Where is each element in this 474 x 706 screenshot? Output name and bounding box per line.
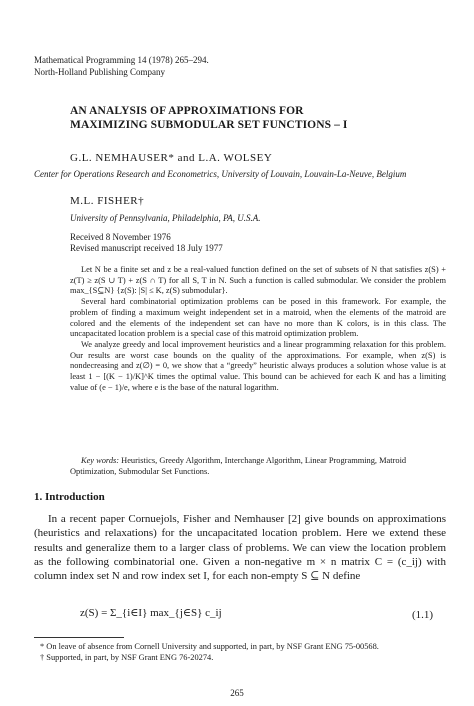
abstract-paragraph-1: Let N be a finite set and z be a real-valued function defined on the set of subsets of N that satisfies z(S) + z(T) ≥ z(S ∪ T) + z(S ∩ T) for all S, T in N. Such a function is called submodular. We consider the problem max_{S⊆N} {z(S): |S| ≤ K, z(S) submodular}. (70, 265, 446, 296)
publisher: North-Holland Publishing Company (34, 67, 165, 77)
author-affiliation-2: University of Pennsylvania, Philadelphia, PA, U.S.A. (70, 213, 261, 223)
equation-number: (1.1) (412, 609, 434, 621)
page-number: 265 (230, 688, 244, 698)
keywords-label: Key words: (81, 456, 120, 465)
keywords (70, 456, 446, 477)
footnotes (34, 642, 446, 663)
abstract-paragraph-2: Several hard combinatorial optimization problems can be posed in this framework. For example, the problem of finding a maximum weight independent set in a matroid, when the elements of the matroid are colored and the elements of the independent set can have no more than K colors, is in this class. The uncapacitated location problem is a special case of this matroid optimization problem. (70, 297, 446, 339)
title-line-1: AN ANALYSIS OF APPROXIMATIONS FOR (70, 105, 304, 117)
journal-header (34, 54, 209, 78)
equation: z(S) = Σ_{i∈I} max_{j∈S} c_ij (80, 607, 222, 619)
paper-title (70, 104, 348, 132)
author-affiliation-1: Center for Operations Research and Econometrics, University of Louvain, Louvain-La-Neuve, Belgium (34, 169, 407, 179)
abstract-paragraph-3: We analyze greedy and local improvement heuristics and a linear programming relaxation for this problem. Our results are worst case bounds on the quality of the approximations. For example, when z(S) is nondecreasing and z(∅) = 0, we show that a “greedy” heuristic always produces a solution whose value is at least 1 − [(K − 1)/K]^K times the optimal value. This bound can be achieved for each K and has a limiting value of (e − 1)/e, where e is the base of the natural logarithm. (70, 339, 446, 392)
section-heading: 1. Introduction (34, 491, 105, 503)
keywords-text: Heuristics, Greedy Algorithm, Interchange Algorithm, Linear Programming, Matroid Optimization, Submodular Set Functions. (70, 456, 407, 476)
author-names-1: G.L. NEMHAUSER* and L.A. WOLSEY (70, 152, 273, 164)
journal-citation: Mathematical Programming 14 (1978) 265–294. (34, 55, 209, 65)
abstract (70, 265, 446, 393)
title-line-2: MAXIMIZING SUBMODULAR SET FUNCTIONS – I (70, 119, 348, 131)
footnote-divider (34, 637, 124, 638)
revised-date: Revised manuscript received 18 July 1977 (70, 243, 223, 253)
footnote-1: * On leave of absence from Cornell University and supported, in part, by NSF Grant ENG 75-00568. (40, 642, 379, 651)
intro-paragraph: In a recent paper Cornuejols, Fisher and Nemhauser [2] give bounds on approximations (heuristics and relaxations) for the uncapacitated location problem. Here we extend these results and generalize them to a larger class of problems. We can view the location problem as the following combinatorial one. Given a non-negative m × n matrix C = (c_ij) with column index set N and row index set I, for each non-empty S ⊆ N define (34, 513, 446, 583)
body-text (34, 512, 446, 583)
footnote-2: † Supported, in part, by NSF Grant ENG 76-20274. (40, 652, 214, 662)
received-date: Received 8 November 1976 (70, 232, 171, 242)
received-dates (70, 232, 223, 254)
author-names-2: M.L. FISHER† (70, 195, 145, 207)
